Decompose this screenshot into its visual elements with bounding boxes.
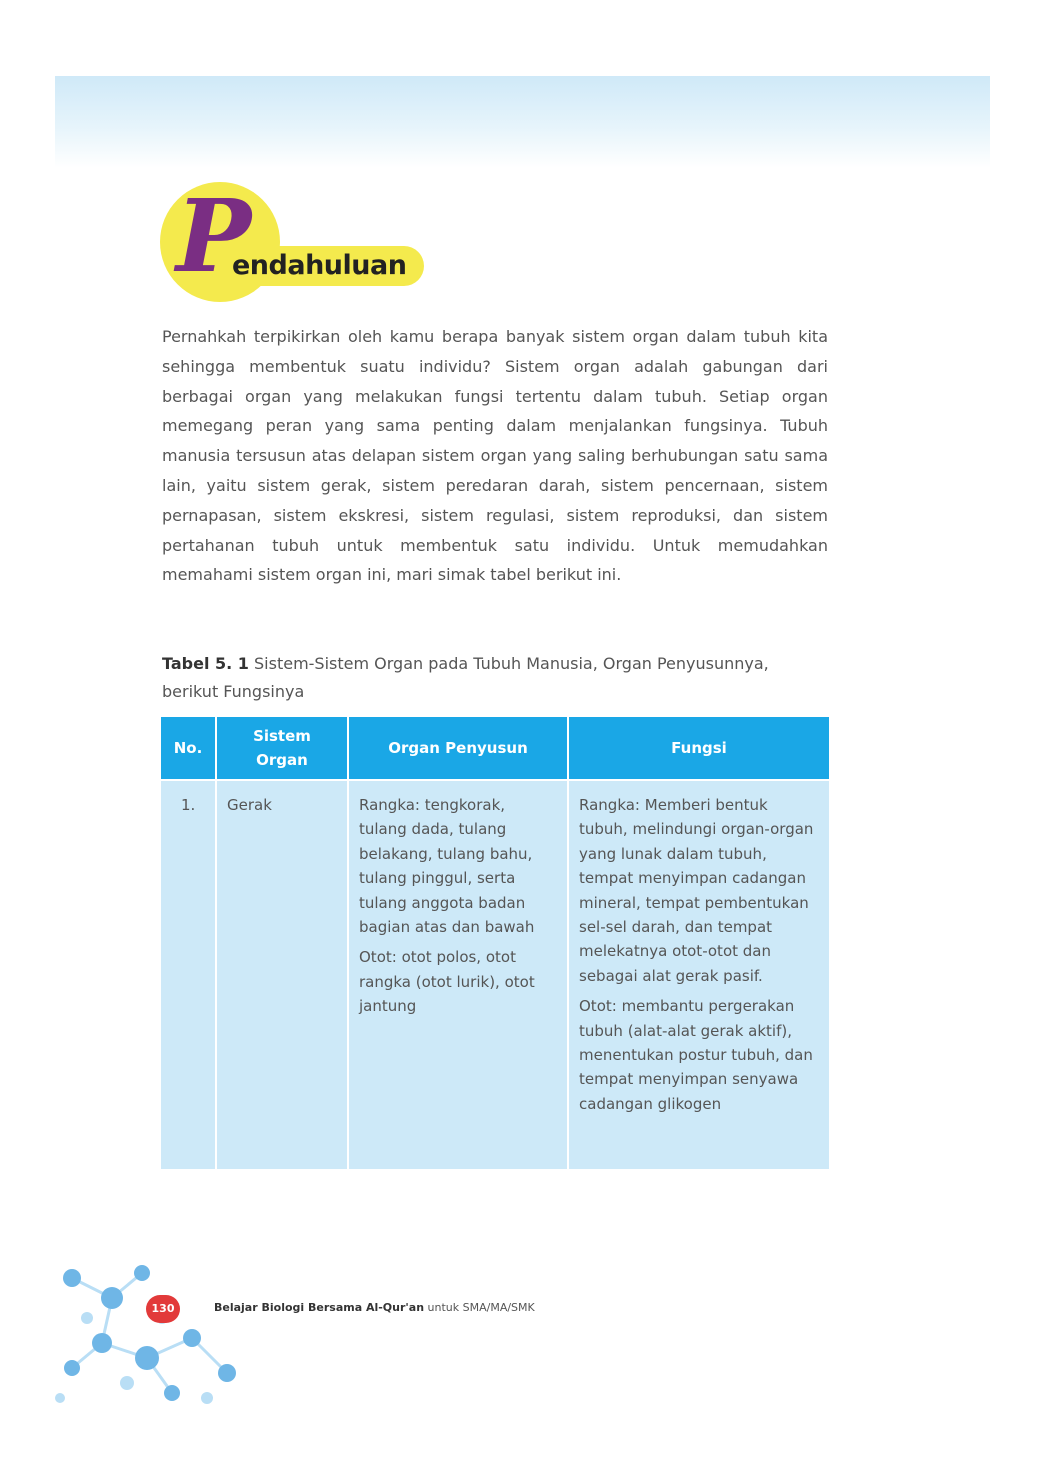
penyusun-rangka: Rangka: tengkorak, tulang dada, tulang belakang, tulang bahu, tulang pinggul, serta tulang anggota badan bagian atas dan bawah (359, 796, 535, 937)
intro-paragraph: Pernahkah terpikirkan oleh kamu berapa banyak sistem organ dalam tubuh kita sehingga membentuk suatu individu? Sistem organ adalah gabungan dari berbagai organ yang melakukan fungsi tertentu dalam tubuh. Setiap organ memegang peran yang sama penting dalam menjalankan fungsinya. Tubuh manusia tersusun atas delapan sistem organ yang saling berhubungan satu sama lain, yaitu sistem gerak, sistem peredaran darah, sistem pencernaan, sistem pernapasan, sistem ekskresi, sistem regulasi, sistem reproduksi, dan sistem pertahanan tubuh untuk membentuk satu individu. Untuk memudahkan memahami sistem organ ini, mari simak tabel berikut ini. (162, 327, 828, 585)
fungsi-rangka: Rangka: Memberi bentuk tubuh, melindungi organ-organ yang lunak dalam tubuh, tempat menyimpan cadangan mineral, tempat pembentukan sel-sel darah, dan tempat melekatnya otot-otot dan sebagai alat gerak pasif. (579, 796, 814, 985)
fungsi-otot: Otot: membantu pergerakan tubuh (alat-alat gerak aktif), menentukan postur tubuh, dan tempat menyimpan senyawa cadangan glikogen (579, 997, 813, 1113)
header-gradient-band (55, 76, 990, 168)
table-header-row (161, 717, 829, 780)
cell-organ-penyusun (348, 780, 568, 1169)
molecule-decoration-icon (52, 1248, 252, 1408)
title-text: endahuluan (232, 250, 407, 281)
table-caption-label: Tabel 5. 1 (162, 654, 249, 673)
cell-no: 1. (161, 780, 216, 1169)
section-title (160, 177, 430, 306)
header-fungsi: Fungsi (568, 717, 829, 780)
table-caption-text: Sistem-Sistem Organ pada Tubuh Manusia, Organ Penyusunnya, berikut Fungsinya (162, 654, 769, 701)
header-sistem-organ: Sistem Organ (216, 717, 348, 780)
table-caption (162, 650, 828, 706)
footer-book-title (214, 1301, 535, 1314)
cell-fungsi (568, 780, 829, 1169)
organ-system-table (161, 717, 829, 1169)
cell-sistem: Gerak (216, 780, 348, 1169)
title-initial: P (176, 177, 252, 295)
header-organ-penyusun: Organ Penyusun (348, 717, 568, 780)
penyusun-otot: Otot: otot polos, otot rangka (otot lurik), otot jantung (359, 948, 535, 1016)
header-no: No. (161, 717, 216, 780)
table-row (161, 780, 829, 1169)
page-number-badge: 130 (146, 1295, 180, 1323)
footer-title-bold: Belajar Biologi Bersama Al-Qur'an (214, 1301, 425, 1314)
footer-title-suffix: untuk SMA/MA/SMK (424, 1301, 535, 1314)
